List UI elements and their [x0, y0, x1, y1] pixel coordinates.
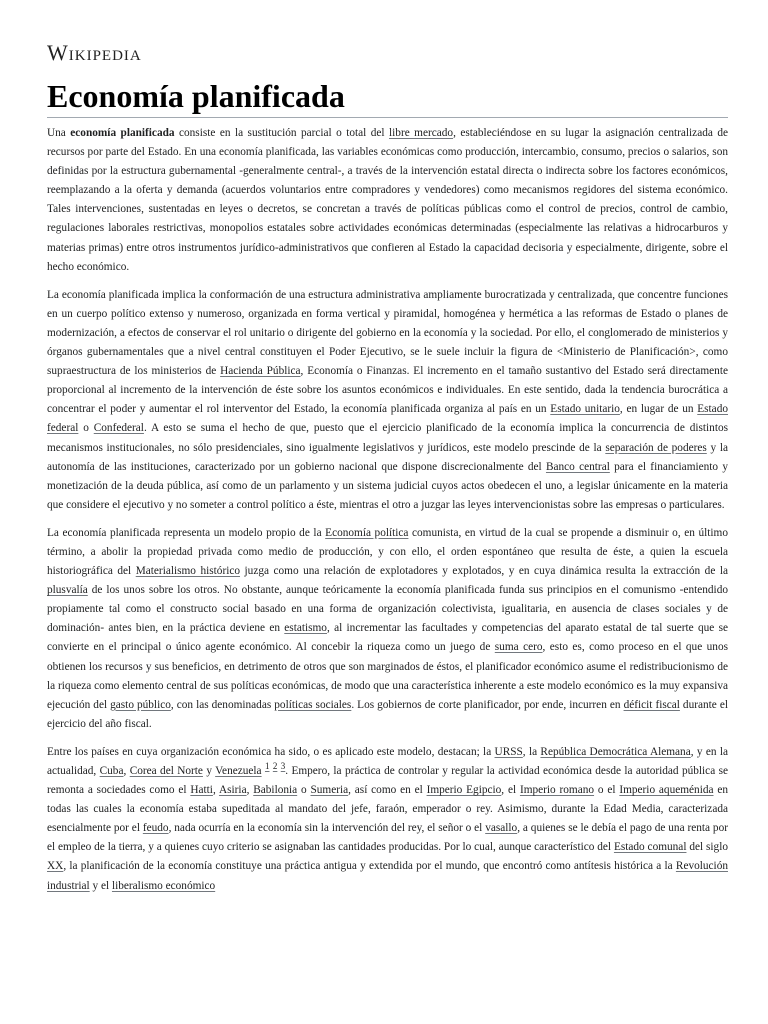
link-republica-democratica-alemana[interactable]: República Democrática Alemana: [540, 745, 691, 758]
text: y el: [89, 879, 112, 892]
text: . Empero, la práctica de controlar y regular la actividad económica desde la autoridad pública se remonta a sociedades como el: [47, 765, 728, 797]
text: , y en la actualidad,: [47, 745, 728, 777]
link-deficit-fiscal[interactable]: déficit fiscal: [623, 698, 680, 711]
text: , al incrementar las facultades y competencias del aparato estatal de tal suerte que se convierte en el principal o único agente económico. Al concebir la riqueza como un juego de: [47, 622, 728, 654]
link-banco-central[interactable]: Banco central: [545, 460, 610, 473]
text: o: [297, 784, 311, 797]
bold-term: economía planificada: [70, 127, 175, 139]
link-vasallo[interactable]: vasallo: [485, 822, 518, 835]
link-cuba[interactable]: Cuba: [99, 765, 124, 777]
text: . Los gobiernos de corte planificador, por ende, incurren en: [351, 698, 624, 711]
link-politicas-sociales[interactable]: políticas sociales: [274, 698, 352, 711]
text: ,: [123, 765, 130, 777]
text: La economía planificada implica la conformación de una estructura administrativa ampliamente burocratizada y centralizada, que concentre funciones en un cuerpo político extenso y numeroso, organizada en forma vertical y piramidal, homogénea y hermética a las reformas de Estado o planes de modernización, a efectos de conservar el rol unitario o dirigente del gobierno en la economía y la sociedad. Por ello, el conglomerado de ministerios y órganos gubernamentales que a nivel central constituyen el Poder Ejecutivo, se le suele incluir la figura de <Ministerio de Planificación>, como supraestructura de los ministerios de: [47, 288, 728, 378]
reference-link-3[interactable]: 3: [280, 761, 286, 772]
text: , a quienes se le debía el pago de una renta por el empleo de la tierra, y a quienes cuyo criterio se asignaban las cantidades producidas. Por lo cual, aunque característico del: [47, 822, 728, 854]
link-corea-del-norte[interactable]: Corea del Norte: [129, 765, 203, 777]
text: en todas las cuales la economía estaba supeditada al mandato del jefe, faraón, emperador o rey. Asimismo, durante la Edad Media, caracterizada esencialmente por el: [47, 784, 728, 835]
text: juzga como una relación de explotadores y explotados, y en cuya dinámica resulta la extracción de la: [240, 565, 729, 578]
article-body: [47, 124, 728, 905]
text: del siglo: [686, 841, 728, 854]
paragraph-4: [47, 743, 728, 896]
text: , estableciéndose en su lugar la asignación centralizada de recursos por parte del Estado. En una economía planificada, las variables económicas como producción, intercambio, consumo, precios o salarios, son definidas por la estructura gubernamental -generalmente central-, a través de la intervención estatal directa o indirecta sobre los factores económicos, reemplazando a la oferta y demanda (acuerdos voluntarios entre compradores y vendedores) como mecanismos regidores del sistema económico. Tales intervenciones, sustentadas en leyes o decretos, se concretan a través de políticas públicas como el control de precios, control de cambio, regulaciones laborales restrictivas, monopolios estatales sobre actividades económicas determinadas (especialmente las relativas a hidrocarburos y materias primas) entre otros instrumentos jurídico-administrativos que confieren al Estado la capacidad decisoria y especialmente, dirigente, sobre el hecho económico.: [47, 127, 728, 273]
text: , con las denominadas: [170, 698, 275, 711]
paragraph-2: [47, 286, 728, 515]
link-venezuela[interactable]: Venezuela: [215, 765, 262, 777]
text: , la planificación de la economía constituye una práctica antigua y extendida por el mundo, que encontró como antítesis histórica a la: [63, 860, 676, 873]
link-economia-politica[interactable]: Economía política: [325, 526, 409, 539]
link-siglo-xx[interactable]: XX: [47, 860, 64, 873]
text: durante el ejercicio del año fiscal.: [47, 698, 728, 730]
link-urss[interactable]: URSS: [494, 745, 523, 758]
link-imperio-aquemenida[interactable]: Imperio aqueménida: [619, 784, 714, 797]
text: Entre los países en cuya organización económica ha sido, o es aplicado este modelo, destacan; la: [47, 745, 495, 758]
text: , nada ocurría en la economía sin la intervención del rey, el señor o el: [168, 822, 486, 835]
link-hacienda-publica[interactable]: Hacienda Pública: [220, 365, 301, 378]
link-estado-federal[interactable]: Estado federal: [47, 403, 728, 435]
text: , en lugar de un: [619, 403, 698, 416]
link-estatismo[interactable]: estatismo: [284, 622, 327, 635]
link-confederal[interactable]: Confederal: [93, 422, 144, 435]
link-estado-comunal[interactable]: Estado comunal: [613, 841, 687, 854]
text: y: [202, 765, 216, 777]
text: La economía planificada representa un modelo propio de la: [47, 526, 326, 539]
link-asiria[interactable]: Asiria: [218, 784, 247, 797]
link-feudo[interactable]: feudo: [142, 822, 169, 835]
link-liberalismo-economico[interactable]: liberalismo económico: [111, 879, 216, 892]
link-imperio-egipcio[interactable]: Imperio Egipcio: [426, 784, 502, 797]
link-revolucion-industrial[interactable]: Revolución industrial: [47, 860, 728, 892]
link-libre-mercado[interactable]: libre mercado: [389, 127, 454, 139]
text: o: [78, 422, 94, 435]
link-babilonia[interactable]: Babilonia: [253, 784, 298, 797]
text: ,: [212, 784, 219, 797]
link-plusvalia[interactable]: plusvalía: [47, 584, 88, 597]
text: consiste en la sustitución parcial o total del: [174, 127, 390, 139]
text: , la: [522, 745, 541, 758]
text: . A esto se suma el hecho de que, puesto que el ejercicio planificado de la economía implica la concurrencia de distintos mecanismos institucionales, no sólo presidenciales, sino igualmente legislativos y jurídicos, este modelo prescinde de la: [47, 422, 728, 454]
link-hatti[interactable]: Hatti: [190, 784, 213, 797]
text: ,: [246, 784, 254, 797]
link-gasto-publico[interactable]: gasto público: [110, 698, 171, 711]
link-suma-cero[interactable]: suma cero: [494, 641, 543, 654]
reference-link-2[interactable]: 2: [272, 761, 278, 772]
link-separacion-de-poderes[interactable]: separación de poderes: [605, 441, 707, 454]
paragraph-1: [47, 124, 728, 277]
link-imperio-romano[interactable]: Imperio romano: [519, 784, 595, 797]
page-title: Economía planificada: [47, 76, 728, 118]
reference-link-1[interactable]: 1: [264, 761, 270, 772]
text: comunista, en virtud de la cual se propende a disminuir o, en último término, a abolir la propiedad privada como medio de producción, y con ello, el orden espontáneo que resulta de éste, a quien la escuela historiográfica del: [47, 526, 728, 578]
text: , Economía o Finanzas. El incremento en el tamaño sustantivo del Estado será directamente proporcional al incremento de la intervención de éste sobre los asuntos económicos e individuales. En este sentido, dada la tendencia burocrática a concentrar el poder y aumentar el rol interventor del Estado, la economía planificada organiza al país en un: [47, 365, 728, 416]
text: y la autonomía de las instituciones, caracterizado por un gobierno nacional que dispone discrecionalmente del: [47, 441, 728, 473]
text: , el: [501, 784, 520, 797]
text: , esto es, como proceso en el que unos obtienen los recursos y sus beneficios, en detrimento de otros que son marginados de éstos, el planificador económico asume el redistribucionismo de la riqueza como elemento central de sus políticas económicas, de modo que una característica inherente a este modelo económico es la muy expansiva ejecución del: [47, 641, 728, 711]
wikipedia-wordmark[interactable]: Wikipedia: [47, 40, 142, 65]
paragraph-3: [47, 524, 728, 734]
text: Una: [47, 127, 71, 139]
link-sumeria[interactable]: Sumeria: [310, 784, 349, 797]
text: de los unos sobre los otros. No obstante, aunque teóricamente la economía planificada funda sus principios en el comunismo -entendido propiamente tal como el constructo social basado en una forma de organización colectivista, igualitaria, en ausencia de clases sociales y de dominación- antes bien, en la práctica deviene en: [47, 584, 728, 635]
link-estado-unitario[interactable]: Estado unitario: [550, 403, 620, 416]
text: , así como en el: [348, 784, 427, 797]
text: para el financiamiento y monetización de la deuda pública, así como de un parlamento y un sistema judicial cuyos actos obedecen el uno, a legislar únicamente en la materia que considere el ejecutivo y no someter a control político a éste, mientras el otro a juzgar las leyes intervencionistas sobre las empresas o particulares.: [47, 460, 729, 511]
text: o el: [594, 784, 620, 797]
link-materialismo-historico[interactable]: Materialismo histórico: [135, 565, 241, 578]
